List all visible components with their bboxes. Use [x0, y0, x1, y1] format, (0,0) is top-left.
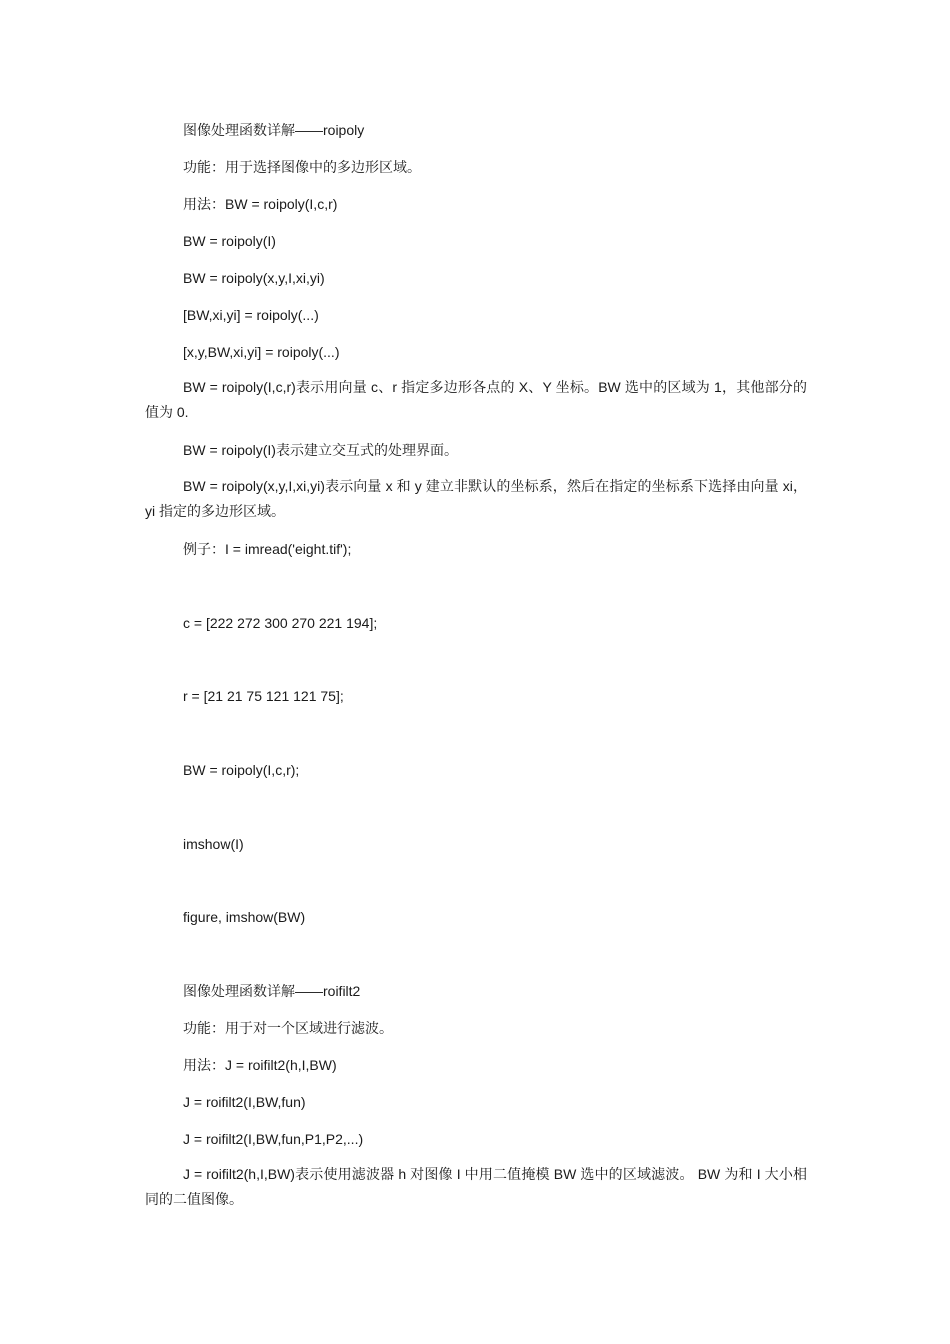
usage-line: 用法：BW = roipoly(I,c,r) [183, 196, 338, 212]
section-title-roifilt2: 图像处理函数详解——roifilt2 [183, 983, 361, 999]
section-title-roipoly: 图像处理函数详解——roipoly [183, 122, 365, 138]
usage-line: J = roifilt2(I,BW,fun) [183, 1094, 306, 1110]
description-paragraph: BW = roipoly(x,y,I,xi,yi)表示向量 x 和 y 建立非默认的坐标系，然后在指定的坐标系下选择由向量 xi，yi 指定的多边形区域。 [145, 478, 807, 519]
usage-line: [x,y,BW,xi,yi] = roipoly(...) [183, 344, 340, 360]
usage-line: BW = roipoly(x,y,I,xi,yi) [183, 270, 325, 286]
example-line: imshow(I) [183, 836, 244, 852]
function-description: 功能：用于对一个区域进行滤波。 [183, 1020, 393, 1036]
description-paragraph: BW = roipoly(I)表示建立交互式的处理界面。 [183, 442, 458, 458]
function-description: 功能：用于选择图像中的多边形区域。 [183, 159, 421, 175]
description-paragraph: J = roifilt2(h,I,BW)表示使用滤波器 h 对图像 I 中用二值掩模 BW 选中的区域滤波。 BW 为和 I 大小相同的二值图像。 [145, 1166, 807, 1207]
example-line: r = [21 21 75 121 121 75]; [183, 688, 344, 704]
usage-line: [BW,xi,yi] = roipoly(...) [183, 307, 319, 323]
usage-line: J = roifilt2(I,BW,fun,P1,P2,...) [183, 1131, 364, 1147]
usage-line: 用法：J = roifilt2(h,I,BW) [183, 1057, 337, 1073]
example-line: figure, imshow(BW) [183, 909, 306, 925]
usage-line: BW = roipoly(I) [183, 233, 276, 249]
example-line: 例子：I = imread('eight.tif'); [183, 541, 352, 557]
example-line: c = [222 272 300 270 221 194]; [183, 615, 378, 631]
description-paragraph: BW = roipoly(I,c,r)表示用向量 c、r 指定多边形各点的 X、Y 坐标。BW 选中的区域为 1，其他部分的值为 0. [145, 379, 807, 420]
example-line: BW = roipoly(I,c,r); [183, 762, 300, 778]
